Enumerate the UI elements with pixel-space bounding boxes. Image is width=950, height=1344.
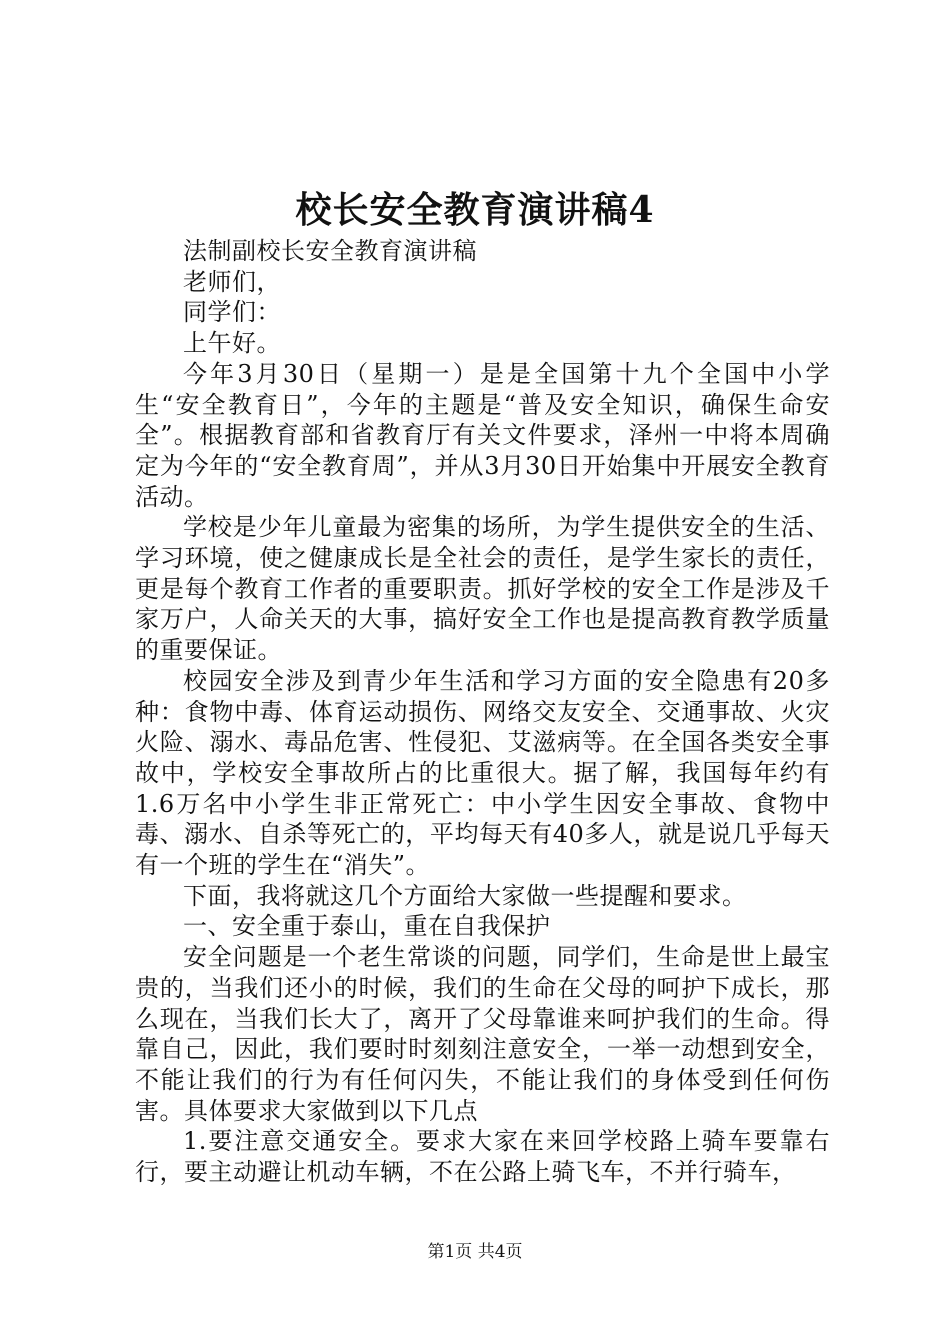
paragraph: 校园安全涉及到青少年生活和学习方面的安全隐患有20多种：食物中毒、体育运动损伤、网络交友安全、交通事故、火灾火险、溺水、毒品危害、性侵犯、艾滋病等。在全国各类安全事故中，学校安全事故所占的比重很大。据了解，我国每年约有1.6万名中小学生非正常死亡：中小学生因安全事故、食物中毒、溺水、自杀等死亡的，平均每天有40多人，就是说几乎每天有一个班的学生在“消失”。	[135, 666, 830, 880]
paragraph: 学校是少年儿童最为密集的场所，为学生提供安全的生活、学习环境，使之健康成长是全社会的责任，是学生家长的责任，更是每个教育工作者的重要职责。抓好学校的安全工作是涉及千家万户，人命关天的大事，搞好安全工作也是提高教育教学质量的重要保证。	[135, 513, 830, 665]
section-heading: 一、安全重于泰山，重在自我保护	[183, 912, 551, 941]
paragraph: 1.要注意交通安全。要求大家在来回学校路上骑车要靠右行，要主动避让机动车辆，不在公路上骑飞车，不并行骑车，	[135, 1127, 830, 1187]
paragraph: 同学们：	[183, 298, 281, 327]
document-body	[135, 236, 830, 1188]
document-title: 校长安全教育演讲稿4	[295, 189, 655, 231]
paragraph: 今年3月30日（星期一）是是全国第十九个全国中小学生“安全教育日”，今年的主题是“普及安全知识，确保生命安全”。根据教育部和省教育厅有关文件要求，泽州一中将本周确定为今年的“安全教育周”，并从3月30日开始集中开展安全教育活动。	[135, 359, 830, 511]
paragraph: 下面，我将就这几个方面给大家做一些提醒和要求。	[183, 881, 747, 910]
paragraph: 法制副校长安全教育演讲稿	[183, 237, 477, 265]
page-footer: 第1页 共4页	[427, 1242, 523, 1262]
paragraph: 老师们，	[183, 267, 281, 296]
paragraph: 安全问题是一个老生常谈的问题，同学们，生命是世上最宝贵的，当我们还小的时候，我们的生命在父母的呵护下成长，那么现在，当我们长大了，离开了父母靠谁来呵护我们的生命。得靠自己，因此，我们要时时刻刻注意安全，一举一动想到安全，不能让我们的行为有任何闪失，不能让我们的身体受到任何伤害。具体要求大家做到以下几点	[135, 943, 830, 1125]
paragraph: 上午好。	[183, 329, 281, 358]
